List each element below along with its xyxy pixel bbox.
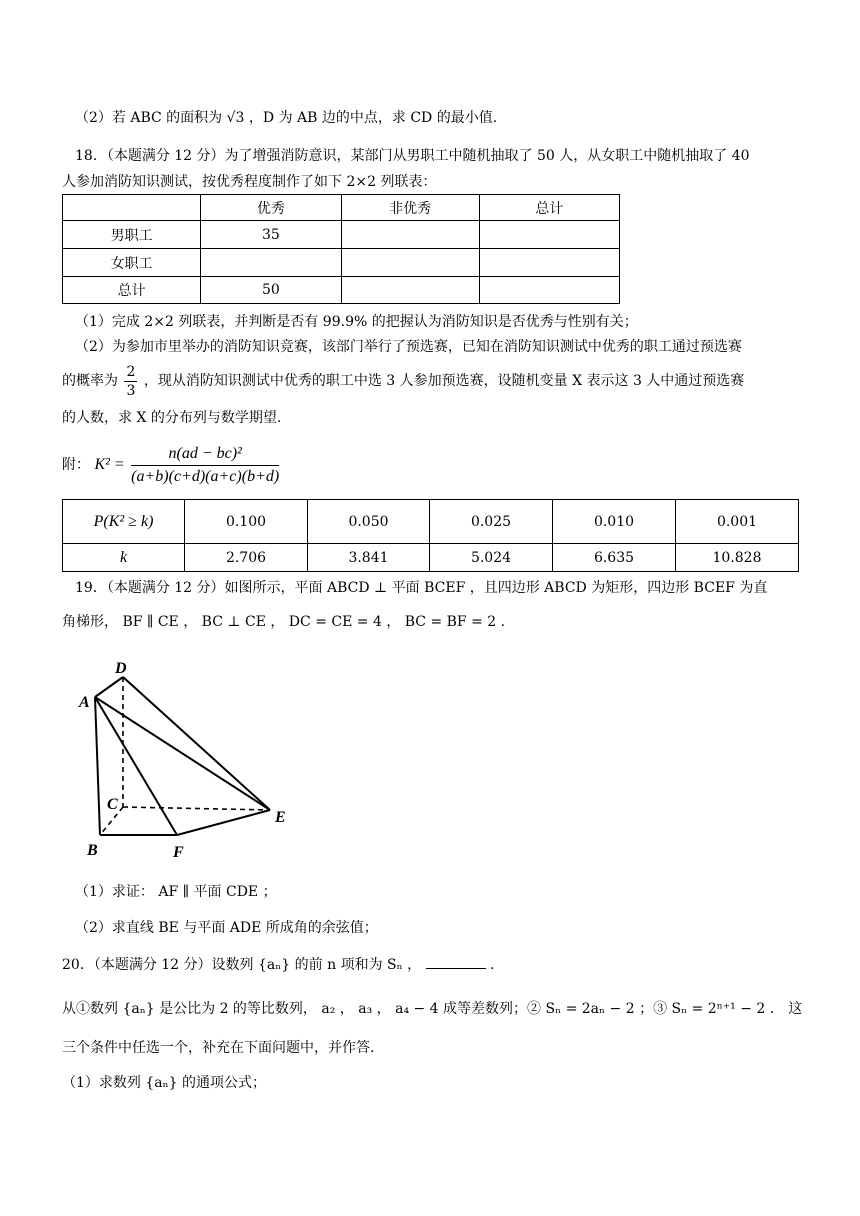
k-value-cell: 3.841 (308, 544, 430, 572)
k-row-label: k (63, 544, 185, 572)
table-header-cell: 非优秀 (341, 195, 479, 221)
table-header-cell: 总计 (479, 195, 619, 221)
p-value-cell: 0.001 (676, 500, 799, 544)
appendix-label: 附： (62, 457, 90, 473)
answer-blank (426, 954, 486, 969)
q19-line2: 角梯形， BF ∥ CE ， BC ⊥ CE ， DC = CE = 4 ， BC = BF = 2 . (62, 614, 506, 630)
p-row-label: P(K² ≥ k) (63, 500, 185, 544)
label-D: D (115, 660, 127, 677)
q18-part2b-post: ，现从消防知识测试中优秀的职工中选 3 人参加预选赛，设随机变量 X 表示这 3 人中通过预选赛 (143, 373, 745, 389)
q19-part1: （1）求证： AF ∥ 平面 CDE ； (75, 884, 277, 900)
formula-fraction (131, 443, 279, 488)
edge-AB (95, 697, 100, 835)
q20-line1 (62, 954, 494, 975)
k-value-cell: 6.635 (553, 544, 676, 572)
q20-line1-post: . (490, 957, 495, 973)
q18-part2c: 的人数，求 X 的分布列与数学期望. (62, 410, 282, 426)
q18-line2: 人参加消防知识测试，按优秀程度制作了如下 2×2 列联表： (62, 174, 437, 190)
q20-part1: （1）求数列 {aₙ} 的通项公式； (62, 1075, 267, 1091)
table-cell: 35 (201, 221, 341, 249)
q18-part2b-pre: 的概率为 (62, 373, 118, 389)
critical-value-table (62, 499, 799, 572)
q20-line1-pre: 20．（本题满分 12 分）设数列 {aₙ} 的前 n 项和为 Sₙ ， (62, 957, 422, 973)
p-value-cell: 0.100 (185, 500, 308, 544)
table-cell (479, 277, 619, 304)
contingency-table (62, 194, 620, 304)
q19-line1: 19．（本题满分 12 分）如图所示，平面 ABCD ⊥ 平面 BCEF ，且四边形 ABCD 为矩形，四边形 BCEF 为直 (75, 580, 768, 596)
label-A: A (79, 694, 90, 711)
table-cell (479, 249, 619, 277)
geometry-figure (75, 655, 305, 865)
table-cell: 总计 (63, 277, 201, 304)
q20-line3: 三个条件中任选一个，补充在下面问题中，并作答. (62, 1040, 375, 1056)
edge-FE (177, 810, 270, 835)
label-B: B (87, 842, 98, 859)
fraction-denominator: 3 (126, 382, 136, 399)
k-value-cell: 5.024 (430, 544, 553, 572)
k-squared-formula (62, 440, 281, 490)
q18-part1: （1）完成 2×2 列联表，并判断是否有 99.9% 的把握认为消防知识是否优秀与性别有关； (75, 314, 638, 330)
formula-lhs: K² = (94, 456, 125, 473)
q18-line1: 18．（本题满分 12 分）为了增强消防意识，某部门从男职工中随机抽取了 50 人，从女职工中随机抽取了 40 (75, 148, 750, 164)
formula-denominator: (a+b)(c+d)(a+c)(b+d) (131, 467, 280, 485)
table-cell (479, 221, 619, 249)
edge-DE (123, 677, 270, 810)
table-header-cell (63, 195, 201, 221)
table-cell: 50 (201, 277, 341, 304)
fraction-numerator: 2 (126, 363, 136, 380)
k-value-cell: 10.828 (676, 544, 799, 572)
p-value-cell: 0.025 (430, 500, 553, 544)
table-cell: 女职工 (63, 249, 201, 277)
label-E: E (275, 809, 286, 826)
table-cell (341, 277, 479, 304)
k-value-cell: 2.706 (185, 544, 308, 572)
p-value-cell: 0.050 (308, 500, 430, 544)
q18-part2a: （2）为参加市里举办的消防知识竞赛，该部门举行了预选赛，已知在消防知识测试中优秀的职工通过预选赛 (75, 339, 742, 355)
edge-CE-hidden (123, 807, 270, 810)
q18-part2b (62, 360, 744, 402)
table-header-cell: 优秀 (201, 195, 341, 221)
probability-fraction (124, 363, 137, 400)
q19-part2: （2）求直线 BE 与平面 ADE 所成角的余弦值； (75, 920, 378, 936)
label-F: F (173, 844, 184, 861)
table-cell: 男职工 (63, 221, 201, 249)
q17-part2: （2）若 ABC 的面积为 √3 ，D 为 AB 边的中点，求 CD 的最小值. (75, 110, 498, 126)
edge-AD (95, 677, 123, 697)
p-value-cell: 0.010 (553, 500, 676, 544)
edge-AE (95, 697, 270, 810)
edge-AF (95, 697, 177, 835)
label-C: C (107, 796, 118, 813)
q20-line2: 从①数列 {aₙ} 是公比为 2 的等比数列， a₂ ， a₃ ， a₄ − 4 成等差数列；② Sₙ = 2aₙ − 2 ；③ Sₙ = 2ⁿ⁺¹ − 2 ． 这 (62, 1001, 803, 1017)
table-cell (201, 249, 341, 277)
table-cell (341, 249, 479, 277)
table-cell (341, 221, 479, 249)
formula-numerator: n(ad − bc)² (131, 443, 279, 466)
